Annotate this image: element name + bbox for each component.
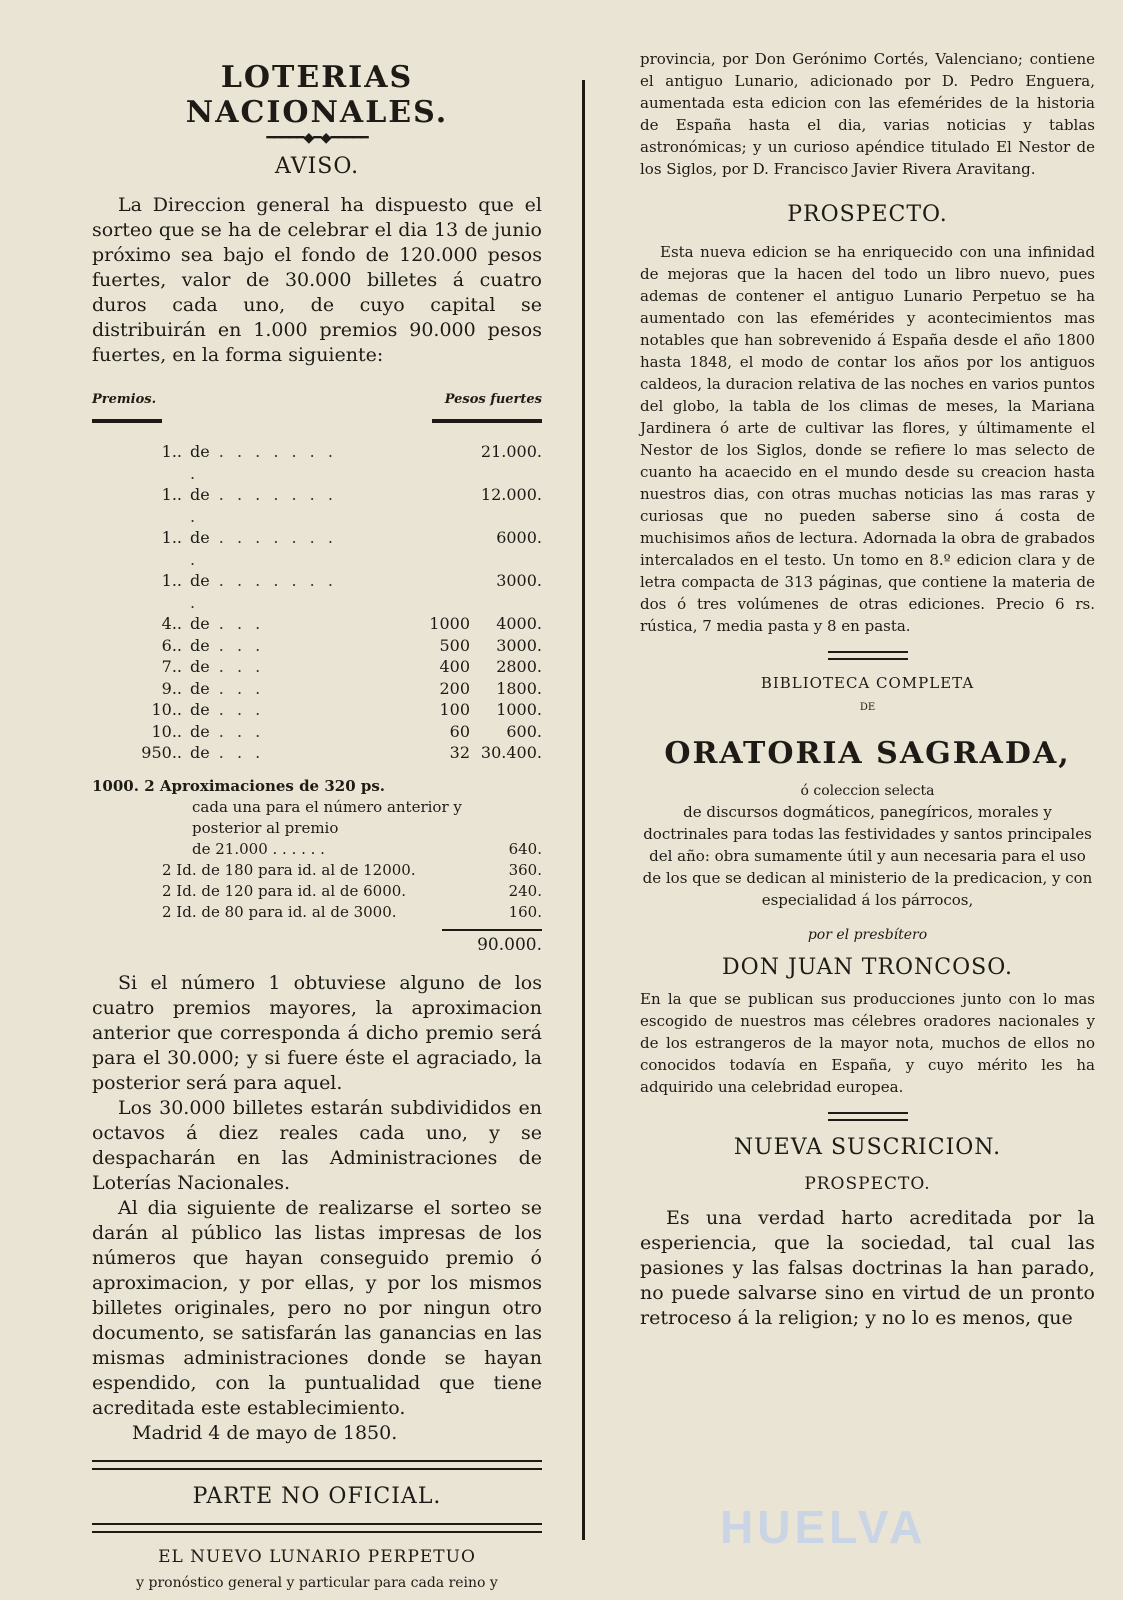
- row-total: 12.000.: [480, 485, 542, 504]
- table-row: 9.. de . . . 200 1800.: [92, 678, 542, 700]
- row-word: de: [190, 700, 210, 719]
- lunario-description: provincia, por Don Gerónimo Cortés, Valenciano; contiene el antiguo Lunario, adicionado por D. Pedro Enguera, aumentada esta edicion con las efemérides de la historia de España hasta el dia, varias noticias y tablas astronómicas; y un curioso apéndice titulado El Nestor de los Siglos, por D. Francisco Javier Rivera Aravitang.: [640, 50, 1095, 178]
- row-count: 1..: [161, 571, 182, 590]
- table-row: 6.. de . . . 500 3000.: [92, 635, 542, 657]
- row-word: de: [190, 614, 210, 633]
- row-word: de: [190, 442, 210, 461]
- row-word: de: [190, 743, 210, 762]
- header-premios: Premios.: [92, 392, 157, 407]
- row-total: 2800.: [496, 657, 542, 676]
- row-total: 3000.: [496, 635, 542, 655]
- table-row: 7.. de . . . 400 2800.: [92, 656, 542, 678]
- row-total: 3000.: [496, 571, 542, 590]
- final-text: Es una verdad harto acreditada por la esperiencia, que la sociedad, tal cual las pasiones y las falsas doctrinas la han parado, no puede salvarse sino en virtud de un pronto retroceso á la religion; y no lo es menos, que: [640, 1207, 1095, 1329]
- approximations: [92, 776, 542, 923]
- masthead: LOTERIAS NACIONALES.: [185, 60, 449, 130]
- prospecto-text: Esta nueva edicion se ha enriquecido con una infinidad de mejoras que la hacen del todo un libro nuevo, pues ademas de contener el antiguo Lunario Perpetuo se ha aumentado con las efemérides y acontecimientos mas notables que han sobrevenido á España desde el año 1800 hasta 1848, el modo de contar los años por los antiguos caldeos, la duracion relativa de las noches en varios puntos del globo, la tabla de los climas de meses, la Mariana Jardinera ó arte de cultivar las flores, y últimamente el Nestor de los Siglos, donde se refiere lo mas selecto de cuanto ha acaecido en el mundo desde su creacion hasta nuestros dias, con otras muchas noticias las mas raras y curiosas que no pueden saberse sino á costa de muchisimos años de lectura. Adornada la obra de grabados intercalados en el testo. Un tomo en 8.º edicion clara y de letra compacta de 313 páginas, que contiene la materia de dos ó tres volúmenes de otras ediciones. Precio 6 rs. rústica, 7 media pasta y 8 en pasta.: [640, 243, 1095, 635]
- header-rule: [92, 419, 162, 423]
- aprox-line: 2 Id. de 80 para id. al de 3000. 160.: [162, 902, 542, 921]
- row-each: [350, 570, 470, 613]
- row-each: 500: [439, 635, 470, 655]
- row-count: 9..: [161, 678, 182, 698]
- row-total: 6000.: [496, 528, 542, 547]
- prizes-table-header: [92, 392, 542, 423]
- right-column: [640, 48, 1095, 1331]
- coleccion-text: de discursos dogmáticos, panegíricos, morales y doctrinales para todas las festividades y santos principales del año: obra sumamente útil y aun necesaria para el uso de los que se dedican al ministerio de la predicacion, y con especialidad á los párrocos,: [642, 803, 1093, 909]
- prizes-rows: [92, 441, 542, 764]
- table-row: 4.. de . . . 1000 4000.: [92, 613, 542, 635]
- row-word: de: [190, 571, 210, 590]
- aprox-line: de 21.000 . . . . . . 640.: [192, 839, 542, 858]
- row-count: 10..: [151, 700, 182, 719]
- row-each: 1000: [429, 614, 470, 633]
- row-word: de: [190, 485, 210, 504]
- author-text: En la que se publican sus producciones junto con lo mas escogido de nuestros mas célebres oradores nacionales y de los estrangeros de la mayor nota, muchos de ellos no conocidos todavía en España, y cuyo mérito les ha adquirido una celebridad europea.: [640, 990, 1095, 1096]
- row-total: 1800.: [496, 678, 542, 698]
- prospecto-title: PROSPECTO.: [787, 202, 948, 227]
- row-count: 1..: [161, 528, 182, 547]
- row-count: 6..: [161, 635, 182, 655]
- row-each: 400: [439, 657, 470, 676]
- table-row: 1.. de . . . . . . . . 12.000.: [92, 484, 542, 527]
- row-count: 10..: [151, 721, 182, 741]
- separator-rule: [828, 651, 908, 660]
- row-total: 30.400.: [480, 743, 542, 762]
- row-count: 1..: [161, 485, 182, 504]
- row-word: de: [190, 635, 210, 655]
- row-each: 32: [449, 743, 470, 762]
- row-total: 1000.: [496, 700, 542, 719]
- oratoria-title: ORATORIA SAGRADA,: [664, 736, 1071, 771]
- header-rule: [432, 419, 542, 423]
- author-name: DON JUAN TRONCOSO.: [722, 955, 1013, 980]
- row-count: 1..: [161, 442, 182, 461]
- row-each: [350, 527, 470, 570]
- aviso-title: AVISO.: [274, 154, 360, 179]
- table-row: 10.. de . . . 100 1000.: [92, 699, 542, 721]
- paragraph: Los 30.000 billetes estarán subdivididos en octavos á diez reales cada uno, y se despacharán en las Administraciones de Loterías Nacionales.: [92, 1096, 542, 1194]
- prospecto-subtitle: PROSPECTO.: [804, 1174, 931, 1194]
- table-row: 1.. de . . . . . . . . 6000.: [92, 527, 542, 570]
- section-rule: [92, 1523, 542, 1533]
- ornament-divider: ━━━━━◆━◆━━━━━: [266, 130, 368, 146]
- table-row: 1.. de . . . . . . . . 3000.: [92, 570, 542, 613]
- row-count: 950..: [141, 743, 182, 762]
- aprox-line: cada una para el número anterior y posterior al premio: [192, 797, 462, 837]
- section-rule: [92, 1460, 542, 1470]
- lunario-title: EL NUEVO LUNARIO PERPETUO: [158, 1546, 476, 1567]
- left-column: [92, 45, 542, 1593]
- total-rule: [442, 929, 542, 931]
- row-each: 100: [439, 700, 470, 719]
- header-pesos: Pesos fuertes: [444, 392, 542, 407]
- column-divider: [582, 80, 585, 1540]
- nueva-suscricion-title: NUEVA SUSCRICION.: [733, 1135, 1002, 1160]
- biblioteca-title: BIBLIOTECA COMPLETA: [760, 674, 975, 692]
- row-total: 4000.: [496, 614, 542, 633]
- watermark-logo: HUELVA: [720, 1501, 927, 1553]
- aviso-paragraph: La Direccion general ha dispuesto que el sorteo que se ha de celebrar el dia 13 de junio próximo sea bajo el fondo de 120.000 pesos fuertes, valor de 30.000 billetes á cuatro duros cada uno, de cuyo capital se distribuirán en 1.000 premios 90.000 pesos fuertes, en la forma siguiente:: [92, 194, 542, 366]
- row-each: 60: [449, 721, 470, 741]
- aprox-line: 2 Id. de 180 para id. al de 12000. 360.: [162, 860, 542, 879]
- row-each: 200: [439, 678, 470, 698]
- aprox-line: 2 Id. de 120 para id. al de 6000. 240.: [162, 881, 542, 900]
- lunario-subtitle: y pronóstico general y particular para cada reino y: [136, 1574, 498, 1591]
- prizes-table: [92, 392, 542, 955]
- table-row: 950.. de . . . 32 30.400.: [92, 742, 542, 764]
- paragraph: Si el número 1 obtuviese alguno de los cuatro premios mayores, la aproximacion anterior que corresponda á dicho premio será para el 30.000; y si fuere éste el agraciado, la posterior será para aquel.: [92, 971, 542, 1094]
- row-word: de: [190, 678, 210, 698]
- table-total: 90.000.: [477, 934, 542, 955]
- row-each: [350, 484, 470, 527]
- row-each: [350, 441, 470, 484]
- paragraph: Al dia siguiente de realizarse el sorteo se darán al público las listas impresas de los números que hayan conseguido premio ó aproximacion, y por ellas, y por los mismos billetes originales, pero no por ningun otro documento, se satisfarán las ganancias en las mismas administraciones donde se hayan espendido, con la puntualidad que tiene acreditada este establecimiento.: [92, 1196, 542, 1419]
- coleccion-label: ó coleccion selecta: [800, 783, 935, 799]
- row-count: 7..: [161, 657, 182, 676]
- table-row: 10.. de . . . 60 600.: [92, 721, 542, 743]
- separator-rule: [828, 1112, 908, 1121]
- de-label: DE: [859, 702, 876, 713]
- section-title: PARTE NO OFICIAL.: [192, 1483, 442, 1509]
- row-word: de: [190, 657, 210, 676]
- row-total: 21.000.: [480, 442, 542, 461]
- row-word: de: [190, 721, 210, 741]
- aprox-line: 1000. 2 Aproximaciones de 320 ps.: [92, 776, 386, 795]
- date-line: Madrid 4 de mayo de 1850.: [132, 1421, 398, 1444]
- row-total: 600.: [506, 721, 542, 741]
- row-count: 4..: [161, 614, 182, 633]
- row-word: de: [190, 528, 210, 547]
- table-row: 1.. de . . . . . . . . 21.000.: [92, 441, 542, 484]
- por-label: por el presbítero: [807, 927, 928, 943]
